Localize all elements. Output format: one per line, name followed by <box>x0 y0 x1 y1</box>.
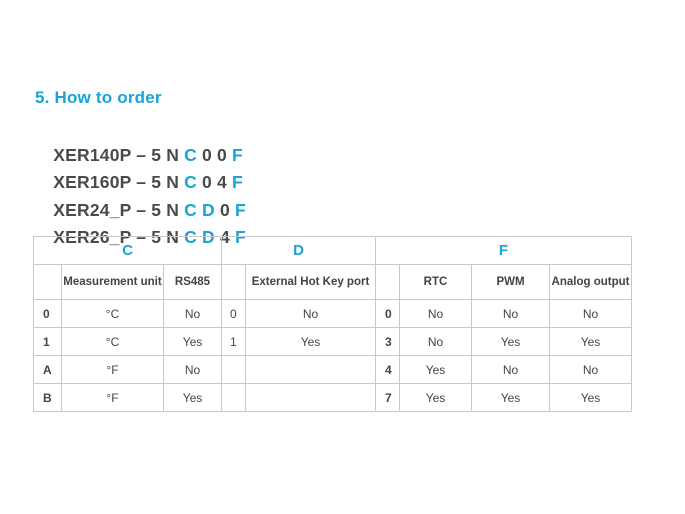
c-code-cell: B <box>34 384 62 412</box>
analog-cell: Yes <box>550 328 632 356</box>
unit-cell: °C <box>62 328 164 356</box>
code-highlight: C <box>184 144 197 165</box>
code-highlight: F <box>234 199 246 220</box>
group-header-row <box>34 237 632 265</box>
column-header-row <box>34 265 632 300</box>
rtc-cell: No <box>400 300 472 328</box>
code-text: 0 <box>214 199 235 220</box>
code-highlight: C <box>184 172 197 192</box>
code-text: 0 0 <box>196 144 233 165</box>
table-row <box>34 356 632 384</box>
rtc-cell: No <box>400 328 472 356</box>
f-code-cell: 4 <box>376 356 400 384</box>
order-code-list <box>33 114 246 247</box>
order-code-line <box>33 114 246 165</box>
rs485-cell: No <box>164 356 222 384</box>
analog-cell: Yes <box>550 384 632 412</box>
code-highlight: C D <box>184 227 215 247</box>
unit-cell: °F <box>62 384 164 412</box>
rs485-cell: Yes <box>164 328 222 356</box>
unit-cell: °C <box>62 300 164 328</box>
rs485-cell: Yes <box>164 384 222 412</box>
f-code-cell: 7 <box>376 384 400 412</box>
hotkey-cell <box>246 384 376 412</box>
section-heading: 5. How to order <box>35 88 162 107</box>
code-highlight: F <box>232 144 243 165</box>
order-options-table <box>33 236 632 412</box>
hot-key-header: External Hot Key port <box>246 265 376 300</box>
pwm-cell: No <box>472 356 550 384</box>
d-code-cell: 1 <box>222 328 246 356</box>
f-code-cell: 3 <box>376 328 400 356</box>
code-text: XER140P – 5 N <box>53 144 185 165</box>
analog-cell: No <box>550 356 632 384</box>
code-text: XER160P – 5 N <box>53 172 185 192</box>
pwm-cell: Yes <box>472 328 550 356</box>
code-highlight: F <box>234 227 246 247</box>
hotkey-cell: Yes <box>246 328 376 356</box>
f-code-cell: 0 <box>376 300 400 328</box>
code-text: 0 4 <box>196 172 233 192</box>
code-highlight: F <box>232 172 243 192</box>
analog-cell: No <box>550 300 632 328</box>
rtc-cell: Yes <box>400 356 472 384</box>
c-code-cell: A <box>34 356 62 384</box>
rtc-cell: Yes <box>400 384 472 412</box>
hotkey-cell <box>246 356 376 384</box>
d-code-cell <box>222 356 246 384</box>
d-code-cell <box>222 384 246 412</box>
group-d-header: D <box>222 237 376 265</box>
table-row <box>34 300 632 328</box>
measurement-unit-header: Measurement unit <box>62 265 164 300</box>
rs485-header: RS485 <box>164 265 222 300</box>
code-text: 4 <box>214 227 235 247</box>
pwm-cell: No <box>472 300 550 328</box>
rs485-cell: No <box>164 300 222 328</box>
group-c-header: C <box>34 237 222 265</box>
blank-header-cell <box>34 265 62 300</box>
table-row <box>34 328 632 356</box>
unit-cell: °F <box>62 356 164 384</box>
blank-header-cell <box>222 265 246 300</box>
d-code-cell: 0 <box>222 300 246 328</box>
rtc-header: RTC <box>400 265 472 300</box>
pwm-cell: Yes <box>472 384 550 412</box>
code-highlight: C D <box>184 199 215 220</box>
pwm-header: PWM <box>472 265 550 300</box>
code-text: XER24_P – 5 N <box>53 199 185 220</box>
hotkey-cell: No <box>246 300 376 328</box>
group-f-header: F <box>376 237 632 265</box>
c-code-cell: 1 <box>34 328 62 356</box>
analog-header: Analog output <box>550 265 632 300</box>
code-text: XER26_P – 5 N <box>53 227 185 247</box>
c-code-cell: 0 <box>34 300 62 328</box>
table-row <box>34 384 632 412</box>
blank-header-cell <box>376 265 400 300</box>
